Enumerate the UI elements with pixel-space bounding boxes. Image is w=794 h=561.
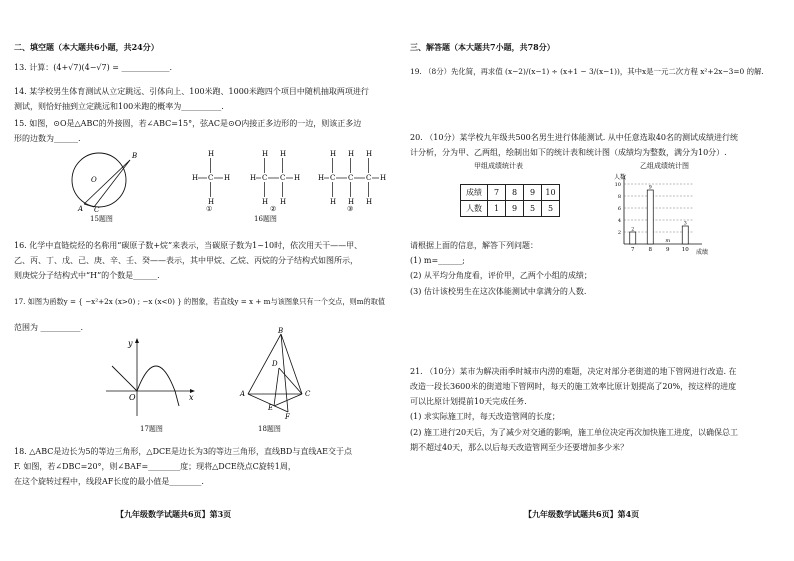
- section-title: 三、解答题（本大题共7小题，共78分）: [410, 42, 555, 52]
- figure-15-caption: 15题图: [90, 215, 113, 223]
- question-21-part2b: 期不超过40天，那么以后每天改造管网至少还要增加多少米？: [410, 443, 629, 452]
- question-14-line1: 14. 某学校男生体育测试从立定跳远、引体向上、100米跑、1000米跑四个项目中随机抽取两项进行: [14, 87, 369, 96]
- origin-label: O: [129, 393, 136, 402]
- question-18-line2: F. 如图，若∠DBC=20°，则∠BAF=________度；现将△DCE绕点C旋转1周，: [14, 462, 296, 471]
- svg-text:H: H: [192, 174, 199, 182]
- svg-text:C: C: [262, 174, 268, 182]
- molecule-figure: [192, 148, 387, 212]
- table-row: [461, 201, 560, 217]
- figure-16-caption: 16题图: [254, 215, 277, 223]
- question-20-part3: (3) 估计该校男生在这次体能测试中拿满分的人数.: [410, 287, 587, 296]
- svg-text:C: C: [330, 174, 336, 182]
- bar-value-label: 2: [631, 227, 635, 233]
- table-cell: 8: [506, 185, 524, 201]
- x-tick-label: 8: [648, 247, 652, 253]
- label-f: F: [285, 413, 290, 420]
- question-21-line3: 可以比原计划提前10天完成任务.: [410, 397, 527, 406]
- bar-value-label: 3: [683, 221, 687, 227]
- label-c: C: [305, 390, 311, 398]
- table-cell: 1: [488, 201, 506, 217]
- label-b: B: [278, 327, 284, 335]
- table-row: [461, 185, 560, 201]
- question-21-part1: (1) 求实际施工时，每天改造管网的长度；: [410, 412, 560, 421]
- table-cell: 5: [524, 201, 542, 217]
- question-20-prompt: 请根据上面的信息，解答下列问题：: [410, 241, 538, 250]
- triangle-figure: [230, 326, 312, 420]
- figure-17-caption: 17题图: [140, 425, 163, 433]
- page-3: [14, 0, 394, 561]
- propane-structure: [318, 150, 386, 212]
- question-16-line1: 16. 化学中直链烷烃的名称用“碳原子数+烷”来表示，当碳原子数为1~10时，依次用天干——甲、: [14, 241, 363, 250]
- label-a: A: [78, 205, 84, 212]
- table-title: 甲组成绩统计表: [474, 162, 523, 170]
- x-tick-label: 10: [681, 247, 689, 253]
- svg-text:H: H: [250, 174, 257, 182]
- question-21-line2: 改造一段长3600米的街道地下管网时，每天的施工效率比原计划提高了20%，按这样的进度: [410, 382, 737, 391]
- question-13: 13. 计算：(4+√7)(4−√7) = ____________.: [14, 63, 173, 72]
- bar-value-label: 9: [648, 185, 652, 191]
- label-b: B: [132, 152, 138, 160]
- chart-title: 乙组成绩统计图: [640, 162, 689, 170]
- question-14-line2: 测试，则恰好抽到立定跳远和100米跑的概率为__________.: [14, 102, 224, 111]
- svg-text:C: C: [208, 174, 214, 182]
- svg-text:H: H: [318, 174, 325, 182]
- bar-chart: [600, 170, 720, 258]
- table-cell: 7: [488, 185, 506, 201]
- label-e: E: [268, 404, 274, 412]
- y-tick-label: 6: [617, 206, 621, 212]
- chart-bar: [647, 190, 653, 244]
- question-15-line2: 形的边数为______.: [14, 134, 81, 143]
- bar-unknown-label: m: [665, 238, 671, 244]
- y-tick-label: 8: [617, 194, 621, 200]
- question-17-line1: 17. 如图为函数y = { −x²+2x (x>0) ; −x (x<0) } 的图象，若直线y = x + m与该图象只有一个交点，则m的取值: [14, 297, 386, 306]
- svg-text:H: H: [330, 198, 337, 206]
- svg-text:H: H: [280, 198, 287, 206]
- page-footer: 【九年级数学试题共6页】第4页: [524, 509, 640, 519]
- svg-text:C: C: [280, 174, 286, 182]
- label-d: D: [272, 360, 278, 368]
- figure-18-caption: 18题图: [258, 425, 281, 433]
- svg-text:②: ②: [270, 205, 277, 212]
- x-tick-label: 9: [666, 247, 670, 253]
- page-4: [410, 0, 790, 561]
- svg-text:H: H: [262, 150, 269, 158]
- svg-text:H: H: [262, 198, 269, 206]
- table-cell: 9: [524, 185, 542, 201]
- x-tick-label: 7: [631, 247, 635, 253]
- methane-structure: [192, 150, 230, 212]
- question-20-part1: (1) m=______;: [410, 256, 465, 265]
- score-table: [460, 184, 560, 217]
- y-tick-label: 2: [617, 230, 621, 236]
- svg-text:H: H: [294, 174, 301, 182]
- x-axis-label: 成绩: [696, 249, 709, 256]
- question-21-part2a: (2) 施工进行20天后，为了减少对交通的影响，施工单位决定再次加快施工进度，以确保总工: [410, 428, 739, 437]
- page-footer: 【九年级数学试题共6页】第3页: [116, 509, 232, 519]
- table-cell: 成绩: [461, 185, 488, 201]
- question-18-line3: 在这个旋转过程中，线段AF长度的最小值是________.: [14, 477, 204, 486]
- label-a: A: [240, 390, 246, 398]
- svg-text:H: H: [224, 174, 231, 182]
- function-graph: [104, 336, 199, 420]
- label-c: C: [94, 206, 100, 212]
- x-axis-label: x: [189, 393, 194, 402]
- question-20-line1: 20. （10分）某学校九年级共500名男生进行体能测试. 从中任意选取40名的测试成绩进行统: [410, 133, 738, 142]
- y-tick-label: 4: [617, 218, 621, 224]
- label-o: O: [91, 176, 97, 184]
- svg-text:H: H: [208, 198, 215, 206]
- question-15-line1: 15. 如图，⊙O是△ABC的外接圆，若∠ABC=15°，弦AC是⊙O内接正多边形的一边，则该正多边: [14, 119, 362, 128]
- y-axis-label: 人数: [614, 174, 627, 181]
- section-title: 二、填空题（本大题共6小题，共24分）: [14, 42, 159, 52]
- svg-text:H: H: [380, 174, 387, 182]
- y-axis-label: y: [128, 339, 133, 348]
- svg-text:H: H: [208, 150, 215, 158]
- y-tick-label: 10: [614, 182, 621, 188]
- question-21-line1: 21. （10分）某市为解决雨季时城市内涝的难题，决定对部分老街道的地下管网进行改造. 在: [410, 367, 737, 376]
- chart-bar: [682, 226, 688, 244]
- svg-text:H: H: [330, 150, 337, 158]
- table-cell: 人数: [461, 201, 488, 217]
- svg-text:C: C: [366, 174, 372, 182]
- ethane-structure: [250, 150, 300, 212]
- question-18-line1: 18. △ABC是边长为5的等边三角形，△DCE是边长为3的等边三角形，直线BD与直线AE交于点: [14, 447, 352, 456]
- table-cell: 5: [542, 201, 560, 217]
- svg-text:H: H: [348, 198, 355, 206]
- svg-text:H: H: [348, 150, 355, 158]
- svg-text:H: H: [366, 150, 373, 158]
- svg-text:H: H: [366, 198, 373, 206]
- question-16-line2: 乙、丙、丁、戊、己、庚、辛、壬、癸——表示，其中甲烷、乙烷、丙烷的分子结构式如图所示，: [14, 256, 358, 265]
- svg-text:①: ①: [206, 205, 213, 212]
- svg-text:H: H: [280, 150, 287, 158]
- question-17-line2: 范围为 __________.: [14, 323, 84, 332]
- question-19: 19. （8分）先化简，再求值 (x−2)/(x−1) ÷ (x+1 − 3/(x−1))，其中x是一元二次方程 x²+2x−3=0 的解.: [410, 67, 764, 76]
- question-20-part2: (2) 从平均分角度看，评价甲，乙两个小组的成绩；: [410, 271, 592, 280]
- table-cell: 10: [542, 185, 560, 201]
- svg-text:C: C: [348, 174, 354, 182]
- chart-bar: [630, 232, 636, 244]
- svg-text:③: ③: [347, 205, 354, 212]
- circle-figure: [64, 148, 144, 212]
- question-16-line3: 则庚烷分子结构式中“H”的个数是______.: [14, 271, 160, 280]
- question-20-line2: 计分析，分为甲、乙两组，绘制出如下的统计表和统计图（成绩均为整数，满分为10分）.: [410, 148, 727, 157]
- table-cell: 9: [506, 201, 524, 217]
